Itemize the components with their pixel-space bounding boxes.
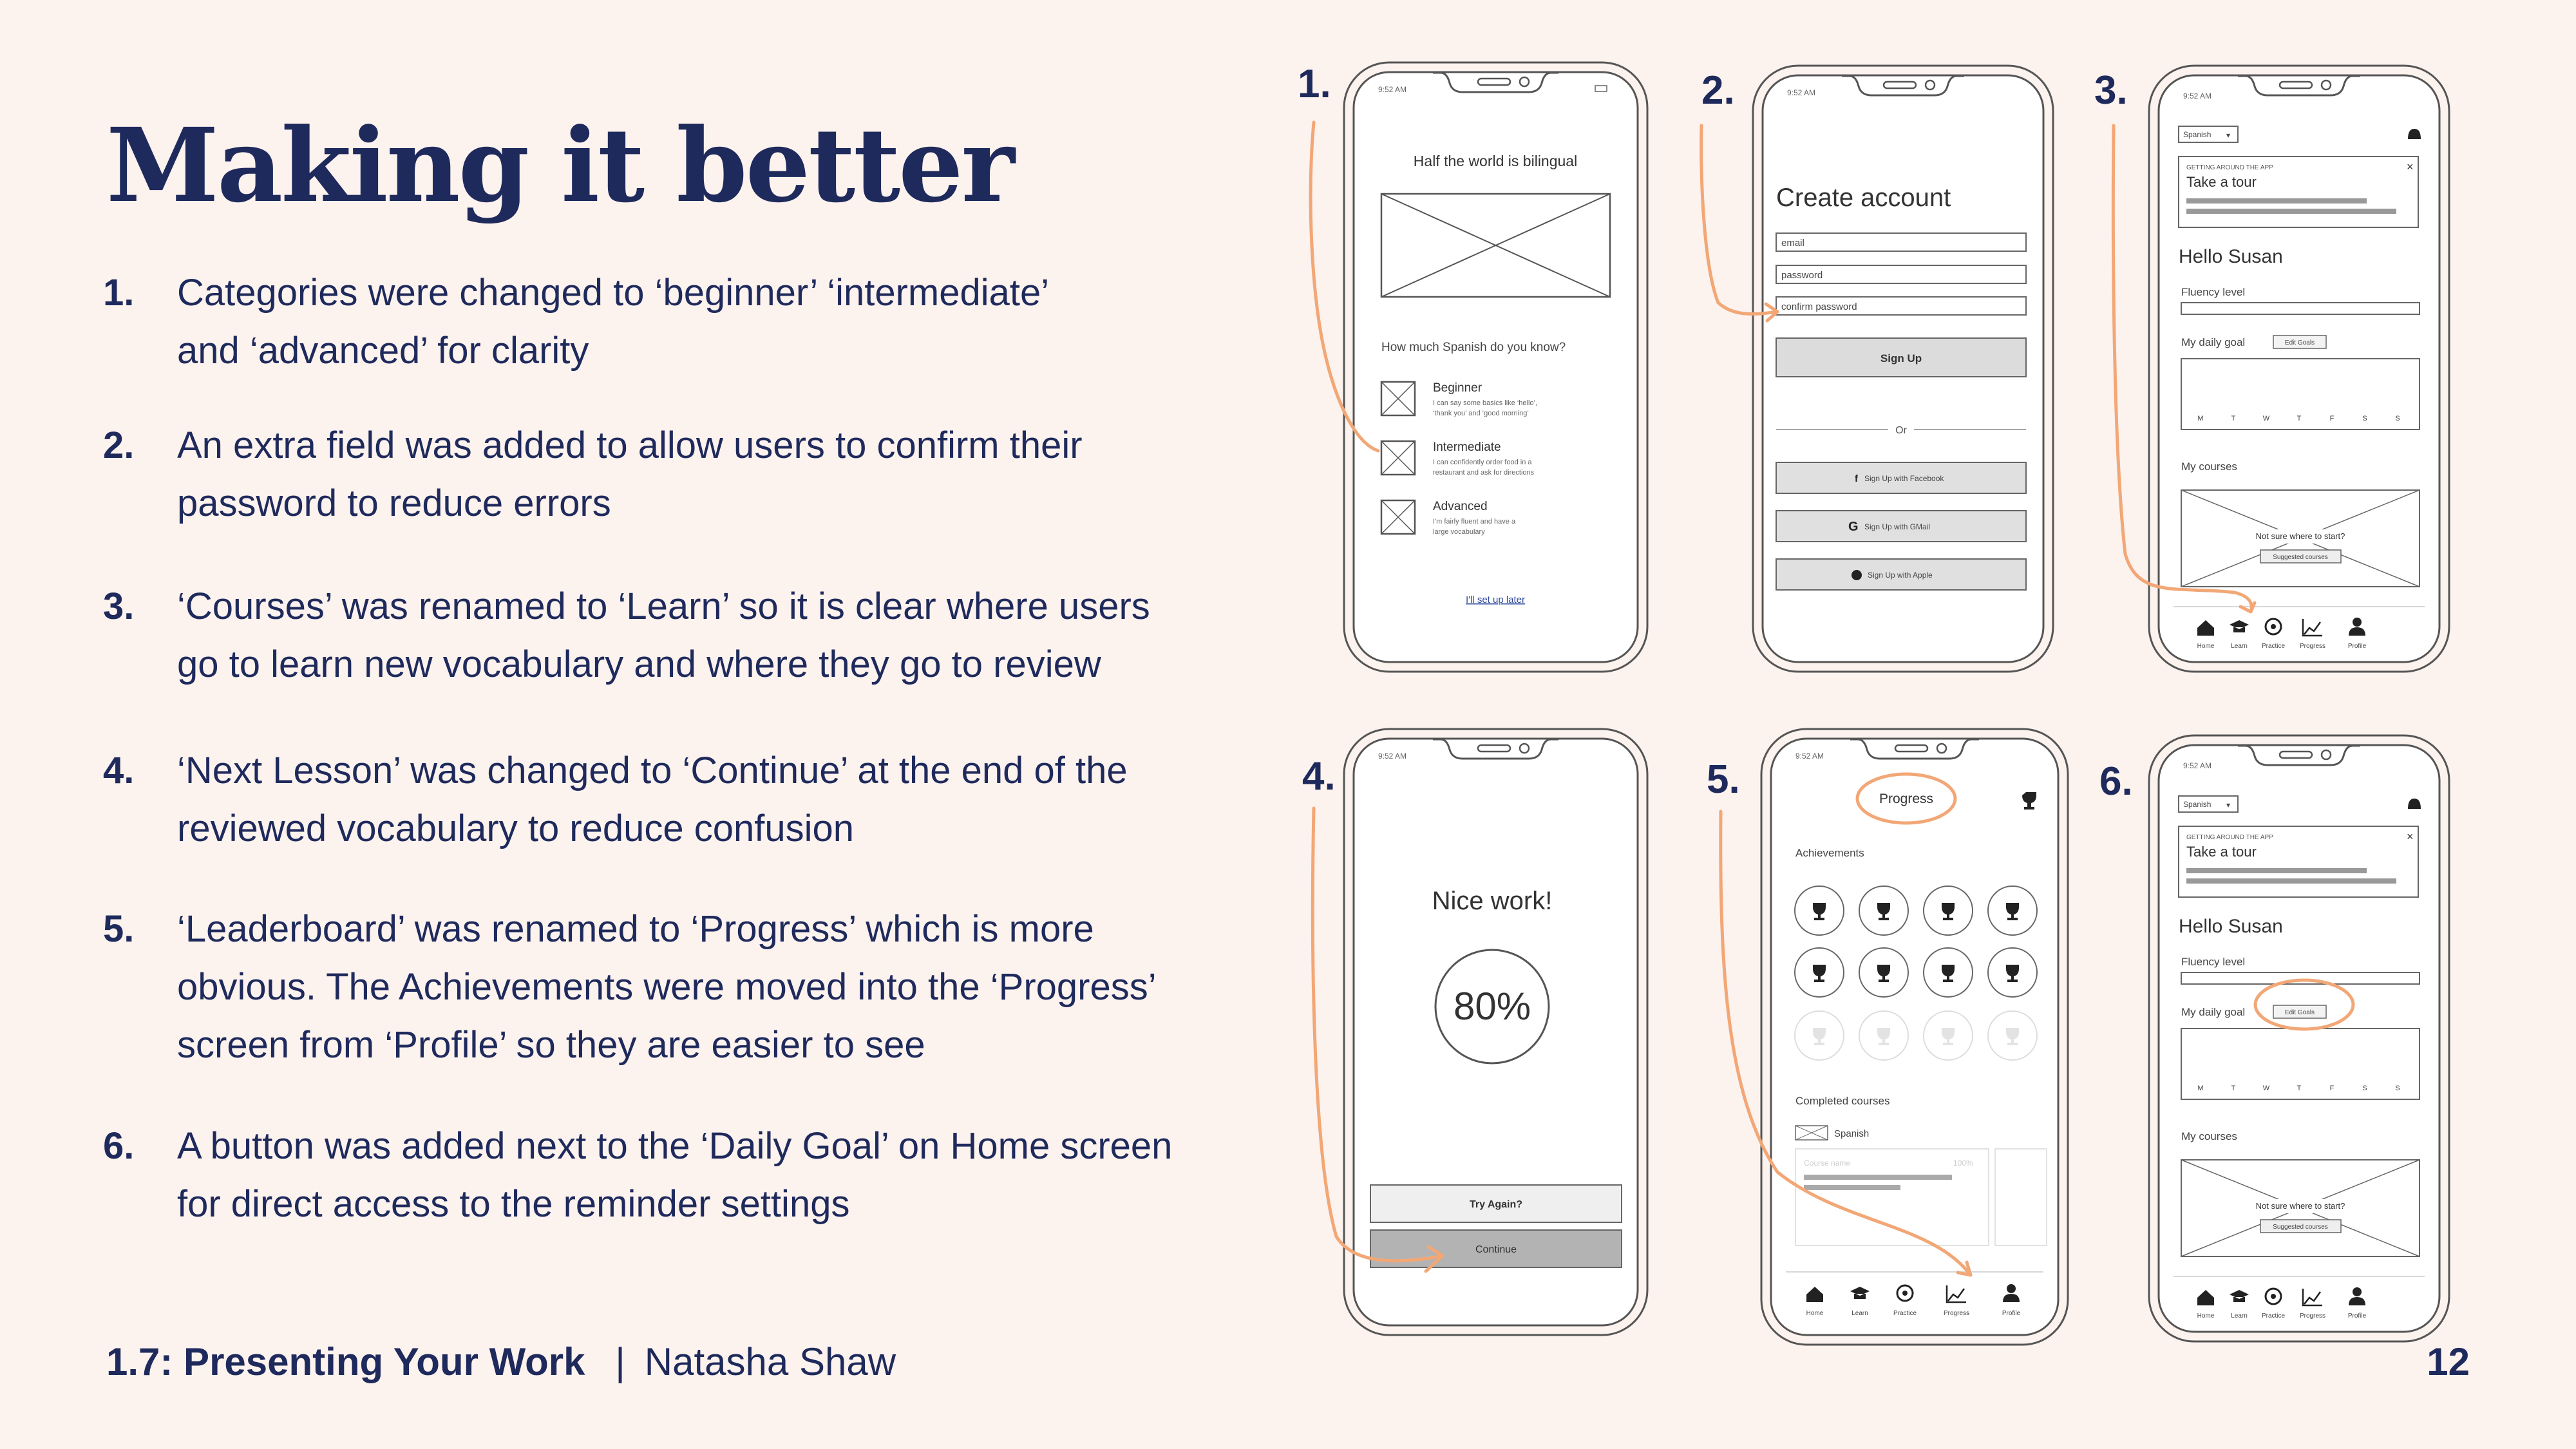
footer [106, 1340, 896, 1384]
author-name: Natasha Shaw [644, 1340, 896, 1383]
suggested-courses-label: Suggested courses [2273, 1224, 2328, 1231]
list-item [103, 742, 1128, 858]
item-line: ‘Courses’ was renamed to ‘Learn’ so it is clear where users [177, 585, 1150, 627]
weekday-label: T [2231, 415, 2236, 422]
slide-title: Making it better [106, 106, 1013, 225]
item-line: Categories were changed to ‘beginner’ ‘intermediate’ [177, 272, 1050, 314]
weekday-label: S [2395, 415, 2400, 422]
skip-link[interactable]: I'll set up later [1465, 594, 1526, 605]
item-line: and ‘advanced’ for clarity [177, 330, 589, 372]
option-label: Advanced [1433, 500, 1488, 513]
option-label: Intermediate [1433, 440, 1501, 454]
profile-icon[interactable] [2007, 1284, 2016, 1293]
item-number: 2. [103, 424, 135, 466]
edit-goals-label: Edit Goals [2284, 1009, 2315, 1016]
page-number: 12 [2427, 1340, 2470, 1383]
gmail-signup-label: Sign Up with GMail [1864, 522, 1931, 531]
weekday-label: M [2197, 1084, 2204, 1092]
list-item [103, 578, 1150, 694]
nav-label-profile[interactable]: Profile [2347, 1312, 2367, 1320]
achievements-label: Achievements [1795, 847, 1864, 859]
create-account-heading: Create account [1776, 184, 1951, 212]
course-card[interactable] [1995, 1149, 2047, 1245]
option-desc: restaurant and ask for directions [1433, 469, 1535, 477]
edit-goals-label: Edit Goals [2284, 339, 2315, 346]
step-number-1: 1. [1298, 62, 1331, 106]
phone-progress [1760, 728, 2069, 1346]
phone-onboarding [1343, 61, 1649, 673]
step-number-4: 4. [1302, 754, 1336, 799]
option-desc: I can say some basics like ‘hello’, [1433, 399, 1538, 407]
phone-create-account [1752, 64, 2054, 673]
not-sure-text: Not sure where to start? [2255, 1201, 2345, 1211]
fluency-label: Fluency level [2181, 956, 2246, 968]
item-number: 6. [103, 1125, 135, 1167]
weekday-label: S [2362, 1084, 2367, 1092]
fluency-bar [2181, 303, 2420, 314]
weekday-label: S [2395, 1084, 2400, 1092]
chevron-down-icon: ▾ [2226, 800, 2231, 810]
nav-label-learn[interactable]: Learn [1852, 1310, 1868, 1317]
weekday-label: T [2297, 415, 2302, 422]
greeting: Hello Susan [2179, 246, 2283, 267]
facebook-signup-label: Sign Up with Facebook [1864, 474, 1944, 483]
item-line: reviewed vocabulary to reduce confusion [177, 808, 855, 849]
weekday-label: S [2362, 415, 2367, 422]
option-desc: large vocabulary [1433, 528, 1485, 536]
nav-label-progress[interactable]: Progress [1943, 1310, 1970, 1317]
item-line: ‘Leaderboard’ was renamed to ‘Progress’ which is more [177, 908, 1094, 950]
tour-title: Take a tour [2186, 174, 2257, 190]
list-item [103, 264, 1049, 380]
email-label: email [1781, 238, 1804, 249]
suggested-courses-label: Suggested courses [2273, 554, 2328, 561]
item-line: password to reduce errors [177, 482, 611, 524]
tour-title: Take a tour [2186, 844, 2257, 860]
nav-label-profile[interactable]: Profile [2002, 1310, 2021, 1317]
apple-icon [1852, 570, 1862, 580]
nav-label-practice[interactable]: Practice [2261, 643, 2286, 650]
status-time: 9:52 AM [1378, 752, 1407, 761]
status-time: 9:52 AM [2183, 91, 2212, 100]
completed-courses-label: Completed courses [1795, 1095, 1890, 1107]
greeting: Hello Susan [2179, 916, 2283, 937]
fluency-label: Fluency level [2181, 286, 2246, 298]
try-again-label: Try Again? [1469, 1199, 1523, 1210]
status-time: 9:52 AM [2183, 761, 2212, 770]
phone-home-updated [2148, 734, 2450, 1343]
level-question: How much Spanish do you know? [1381, 341, 1566, 354]
nav-label-home[interactable]: Home [1806, 1310, 1824, 1317]
course-card-name: Course name [1804, 1159, 1851, 1168]
status-time: 9:52 AM [1795, 752, 1824, 761]
tour-kicker: GETTING AROUND THE APP [2186, 834, 2273, 841]
phone-home [2148, 64, 2450, 673]
my-courses-label: My courses [2181, 1130, 2237, 1142]
step-number-3: 3. [2094, 68, 2128, 113]
my-courses-label: My courses [2181, 460, 2237, 473]
weekday-label: M [2197, 415, 2204, 422]
close-icon[interactable]: × [2407, 160, 2414, 173]
chevron-down-icon: ▾ [2226, 131, 2231, 140]
item-line: screen from ‘Profile’ so they are easier to see [177, 1024, 925, 1066]
status-time: 9:52 AM [1787, 88, 1816, 97]
option-desc: ‘thank you’ and ‘good morning’ [1433, 410, 1529, 417]
item-line: for direct access to the reminder settings [177, 1183, 850, 1225]
nav-label-home[interactable]: Home [2197, 1312, 2215, 1320]
nav-label-progress[interactable]: Progress [2299, 1312, 2326, 1320]
profile-icon[interactable] [2353, 1287, 2362, 1296]
list-item [103, 900, 1157, 1074]
list-item [103, 417, 1083, 533]
step-number-5: 5. [1707, 757, 1740, 802]
item-line: An extra field was added to allow users to confirm their [177, 424, 1083, 466]
progress-heading: Progress [1879, 791, 1934, 806]
continue-label: Continue [1475, 1244, 1517, 1255]
item-line: obvious. The Achievements were moved into the ‘Progress’ [177, 966, 1157, 1008]
course-card-percent: 100% [1953, 1159, 1973, 1168]
language-value: Spanish [2183, 800, 2211, 809]
nav-label-home[interactable]: Home [2197, 643, 2215, 650]
phone-results [1343, 728, 1649, 1336]
close-icon[interactable]: × [2407, 830, 2414, 843]
facebook-icon: f [1855, 473, 1858, 484]
sign-up-label: Sign Up [1880, 352, 1922, 365]
not-sure-text: Not sure where to start? [2255, 531, 2345, 541]
item-number: 3. [103, 585, 135, 627]
fluency-bar [2181, 972, 2420, 984]
item-line: ‘Next Lesson’ was changed to ‘Continue’ at the end of the [177, 750, 1128, 791]
step-number-2: 2. [1701, 68, 1735, 113]
nav-label-profile[interactable]: Profile [2347, 643, 2367, 650]
item-line: go to learn new vocabulary and where they go to review [177, 643, 1101, 685]
item-number: 1. [103, 272, 135, 314]
result-heading: Nice work! [1432, 887, 1553, 915]
weekday-label: W [2262, 415, 2270, 422]
daily-goal-label: My daily goal [2181, 336, 2246, 348]
nav-label-practice[interactable]: Practice [2261, 1312, 2286, 1320]
language-value: Spanish [2183, 130, 2211, 139]
weekday-label: W [2262, 1084, 2270, 1092]
item-line: A button was added next to the ‘Daily Goal’ on Home screen [177, 1125, 1173, 1167]
email-field[interactable] [1776, 233, 2026, 251]
option-label: Beginner [1433, 381, 1482, 395]
weekday-label: F [2329, 415, 2334, 422]
daily-goal-label: My daily goal [2181, 1006, 2246, 1018]
nav-label-progress[interactable]: Progress [2299, 643, 2326, 650]
welcome-heading: Half the world is bilingual [1413, 153, 1578, 169]
apple-signup-label: Sign Up with Apple [1868, 571, 1933, 580]
score-value: 80% [1453, 985, 1531, 1028]
item-number: 5. [103, 908, 135, 950]
nav-label-learn[interactable]: Learn [2231, 643, 2248, 650]
google-icon: G [1848, 520, 1859, 534]
or-divider: Or [1895, 425, 1907, 436]
option-desc: I can confidently order food in a [1433, 459, 1532, 466]
confirm-password-label: confirm password [1781, 301, 1857, 312]
weekday-label: T [2231, 1084, 2236, 1092]
tour-kicker: GETTING AROUND THE APP [2186, 164, 2273, 171]
weekday-label: F [2329, 1084, 2334, 1092]
step-number-6: 6. [2099, 759, 2133, 804]
nav-label-practice[interactable]: Practice [1893, 1310, 1917, 1317]
option-desc: I'm fairly fluent and have a [1433, 518, 1516, 526]
course-title: 1.7: Presenting Your Work [106, 1340, 585, 1383]
status-time: 9:52 AM [1378, 85, 1407, 94]
footer-separator: | [615, 1340, 625, 1383]
weekday-label: T [2297, 1084, 2302, 1092]
nav-label-learn[interactable]: Learn [2231, 1312, 2248, 1320]
item-number: 4. [103, 750, 135, 791]
list-item [103, 1117, 1172, 1233]
profile-icon[interactable] [2353, 618, 2362, 627]
completed-course-name: Spanish [1834, 1128, 1870, 1139]
password-label: password [1781, 270, 1823, 281]
